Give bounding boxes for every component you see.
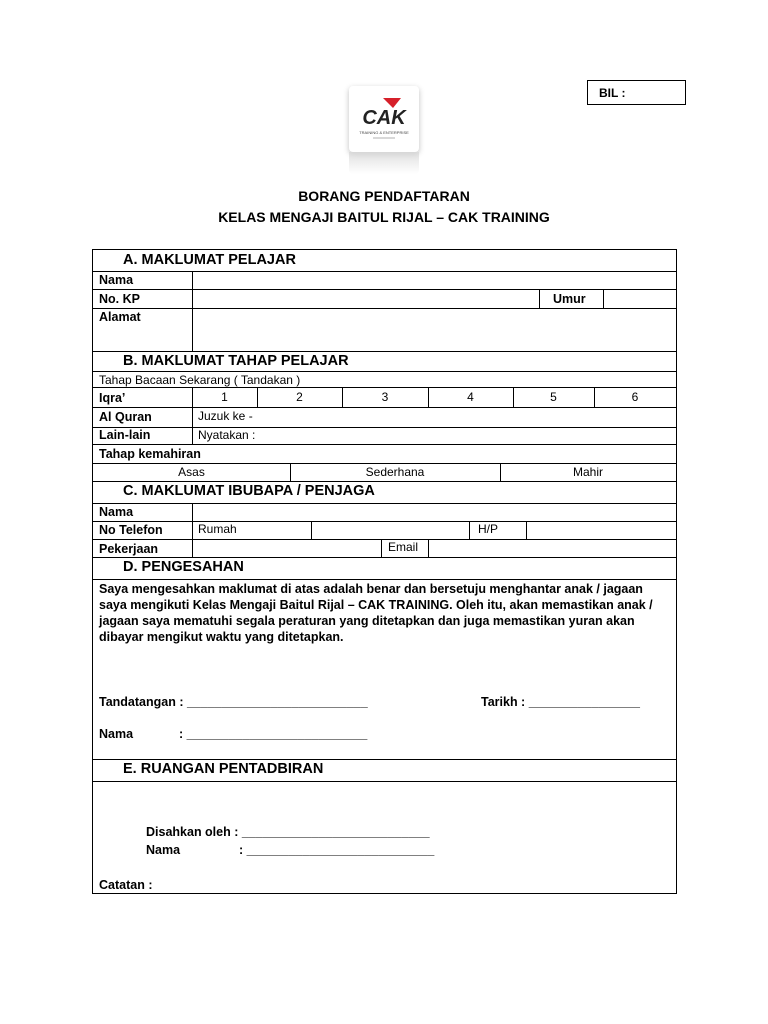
home-phone-label: Rumah [198, 522, 237, 536]
occupation-label: Pekerjaan [99, 542, 159, 556]
level-advanced: Mahir [572, 465, 603, 479]
skill-level-label: Tahap kemahiran [99, 447, 201, 461]
student-name-label: Nama [99, 273, 134, 287]
logo-subtitle-text: TRAINING & ENTERPRISE [359, 130, 409, 135]
declaration-line-2: saya mengikuti Kelas Mengaji Baitul Rijal – CAK TRAINING. Oleh itu, akan memastikan anak / [99, 598, 653, 612]
iqra-level-1: 1 [221, 390, 228, 404]
admin-name-label: Nama [146, 843, 181, 857]
section-b-title: B. MAKLUMAT TAHAP PELAJAR [123, 353, 349, 369]
cak-logo [349, 86, 419, 152]
logo-brand-text: CAK [362, 107, 406, 129]
declarant-name-label: Nama [99, 727, 134, 741]
iqra-label: Iqra’ [99, 391, 126, 405]
cak-logo-mark [349, 86, 419, 152]
admin-name-line: : ___________________________ [239, 843, 435, 857]
iqra-level-5: 5 [550, 390, 557, 404]
address-label: Alamat [99, 310, 141, 324]
date-line: Tarikh : ________________ [481, 695, 640, 709]
declaration-line-4: dibayar mengikut waktu yang ditetapkan. [99, 630, 344, 644]
iqra-level-3: 3 [381, 390, 389, 404]
age-label: Umur [553, 292, 586, 306]
reading-level-label: Tahap Bacaan Sekarang ( Tandakan ) [99, 373, 301, 387]
logo-reflection [349, 152, 419, 174]
email-label: Email [388, 540, 419, 554]
student-ic-label: No. KP [99, 292, 140, 306]
other-label: Lain-lain [99, 428, 151, 442]
section-a-title: A. MAKLUMAT PELAJAR [123, 252, 296, 268]
section-d-title: D. PENGESAHAN [123, 559, 244, 575]
iqra-level-4: 4 [467, 390, 474, 404]
juzuk-label: Juzuk ke - [198, 409, 253, 423]
iqra-level-2: 2 [296, 390, 303, 404]
notes-label: Catatan : [99, 878, 153, 892]
mobile-phone-label: H/P [478, 522, 499, 536]
declaration-line-1: Saya mengesahkan maklumat di atas adalah benar dan bersetuju menghantar anak / jagaan [99, 582, 643, 596]
bil-label: BIL : [599, 86, 626, 100]
declaration-line-3: jagaan saya mematuhi segala peraturan yang ditetapkan dan juga memastikan yuran akan [99, 614, 635, 628]
parent-name-label: Nama [99, 505, 134, 519]
level-intermediate: Sederhana [365, 465, 425, 479]
alquran-label: Al Quran [99, 410, 152, 424]
declarant-name-line: : __________________________ [179, 727, 368, 741]
registration-form [92, 249, 677, 894]
iqra-level-6: 6 [631, 390, 639, 404]
form-subtitle: KELAS MENGAJI BAITUL RIJAL – CAK TRAINING [218, 209, 550, 225]
level-basic: Asas [178, 465, 205, 479]
section-c-title: C. MAKLUMAT IBUBAPA / PENJAGA [123, 483, 375, 499]
form-title: BORANG PENDAFTARAN [298, 188, 470, 204]
phone-label: No Telefon [99, 523, 163, 537]
approved-by-line: Disahkan oleh : ___________________________ [146, 825, 430, 839]
signature-line: Tandatangan : __________________________ [99, 695, 368, 709]
bil-box [587, 80, 686, 105]
specify-label: Nyatakan : [198, 428, 256, 442]
section-e-title: E. RUANGAN PENTADBIRAN [123, 761, 324, 777]
